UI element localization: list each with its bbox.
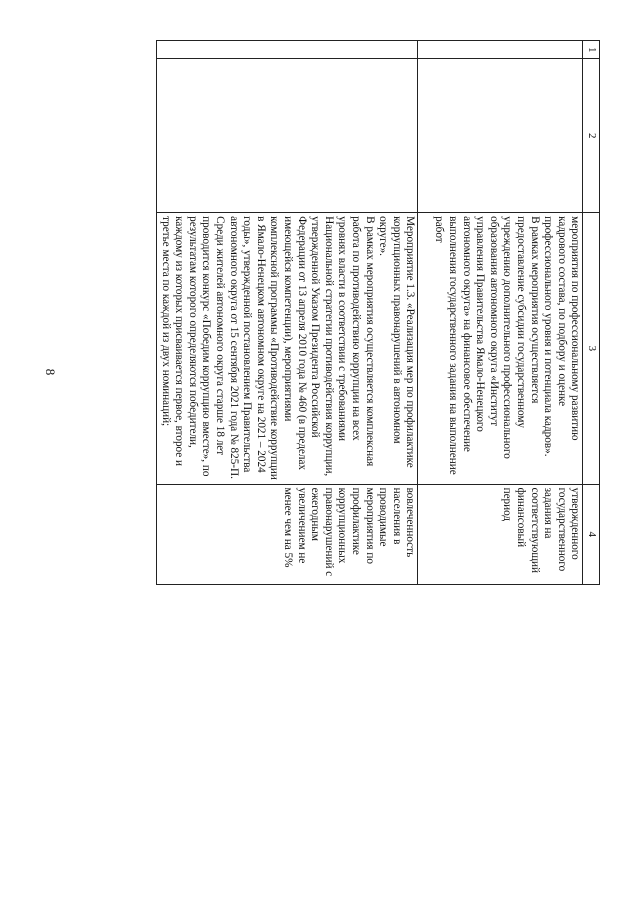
page-number: 8 (43, 368, 58, 376)
table-row (418, 41, 583, 585)
rotated-table-container (110, 40, 600, 585)
header-col-4: 4 (583, 484, 600, 584)
cell-col-4: вовлеченность населения в проводимые мероприятия по профилактике коррупционных правонарушений с ежегодным увеличением не менее чем на 5% (157, 484, 418, 584)
cell-col-2 (157, 59, 418, 213)
table-row (157, 41, 418, 585)
cell-col-3: Мероприятие 1.3. «Реализация мер по профилактике коррупционных правонарушений в автономном округе». В рамках мероприятия осуществляется комплексная работа по противодействию коррупции на всех уровнях власти в соответствии с требованиями Национальной стратегии противодействия коррупции, утвержденной Указом Президента Российской Федерации от 13 апреля 2010 года № 460 (в пределах имеющейся компетенции), мероприятиями комплексной программы «Противодействие коррупции в Ямало-Ненецком автономном округе на 2021 – 2024 годы», утвержденной постановлением Правительства автономного округа от 15 сентября 2021 года № 825-П. Среди жителей автономного округа старше 18 лет проводится конкурс «Победим коррупцию вместе», по результатам которого определяются победители, каждому из которых присваивается первое, второе и третье места по каждой из двух номинаций; (157, 213, 418, 484)
cell-col-3: мероприятия по профессиональному развитию кадрового состава, по подбору и оценке профессионального уровня и потенциала кадров». В рамках мероприятия осуществляется предоставление субсидии государственному учреждению дополнительного профессионального образования автономного округа «Институт управления Правительства Ямало-Ненецкого автономного округа» на финансовое обеспечение выполнения государственного задания на выполнение работ (418, 213, 583, 484)
header-col-2: 2 (583, 59, 600, 213)
program-table (110, 40, 600, 585)
header-row (583, 41, 600, 585)
cell-col-4: утвержденного государственного задания на соответствующий финансовый период (418, 484, 583, 584)
header-col-1: 1 (583, 41, 600, 59)
cell-col-1 (157, 41, 418, 59)
header-col-3: 3 (583, 213, 600, 484)
cell-col-2 (418, 59, 583, 213)
cell-col-1 (418, 41, 583, 59)
